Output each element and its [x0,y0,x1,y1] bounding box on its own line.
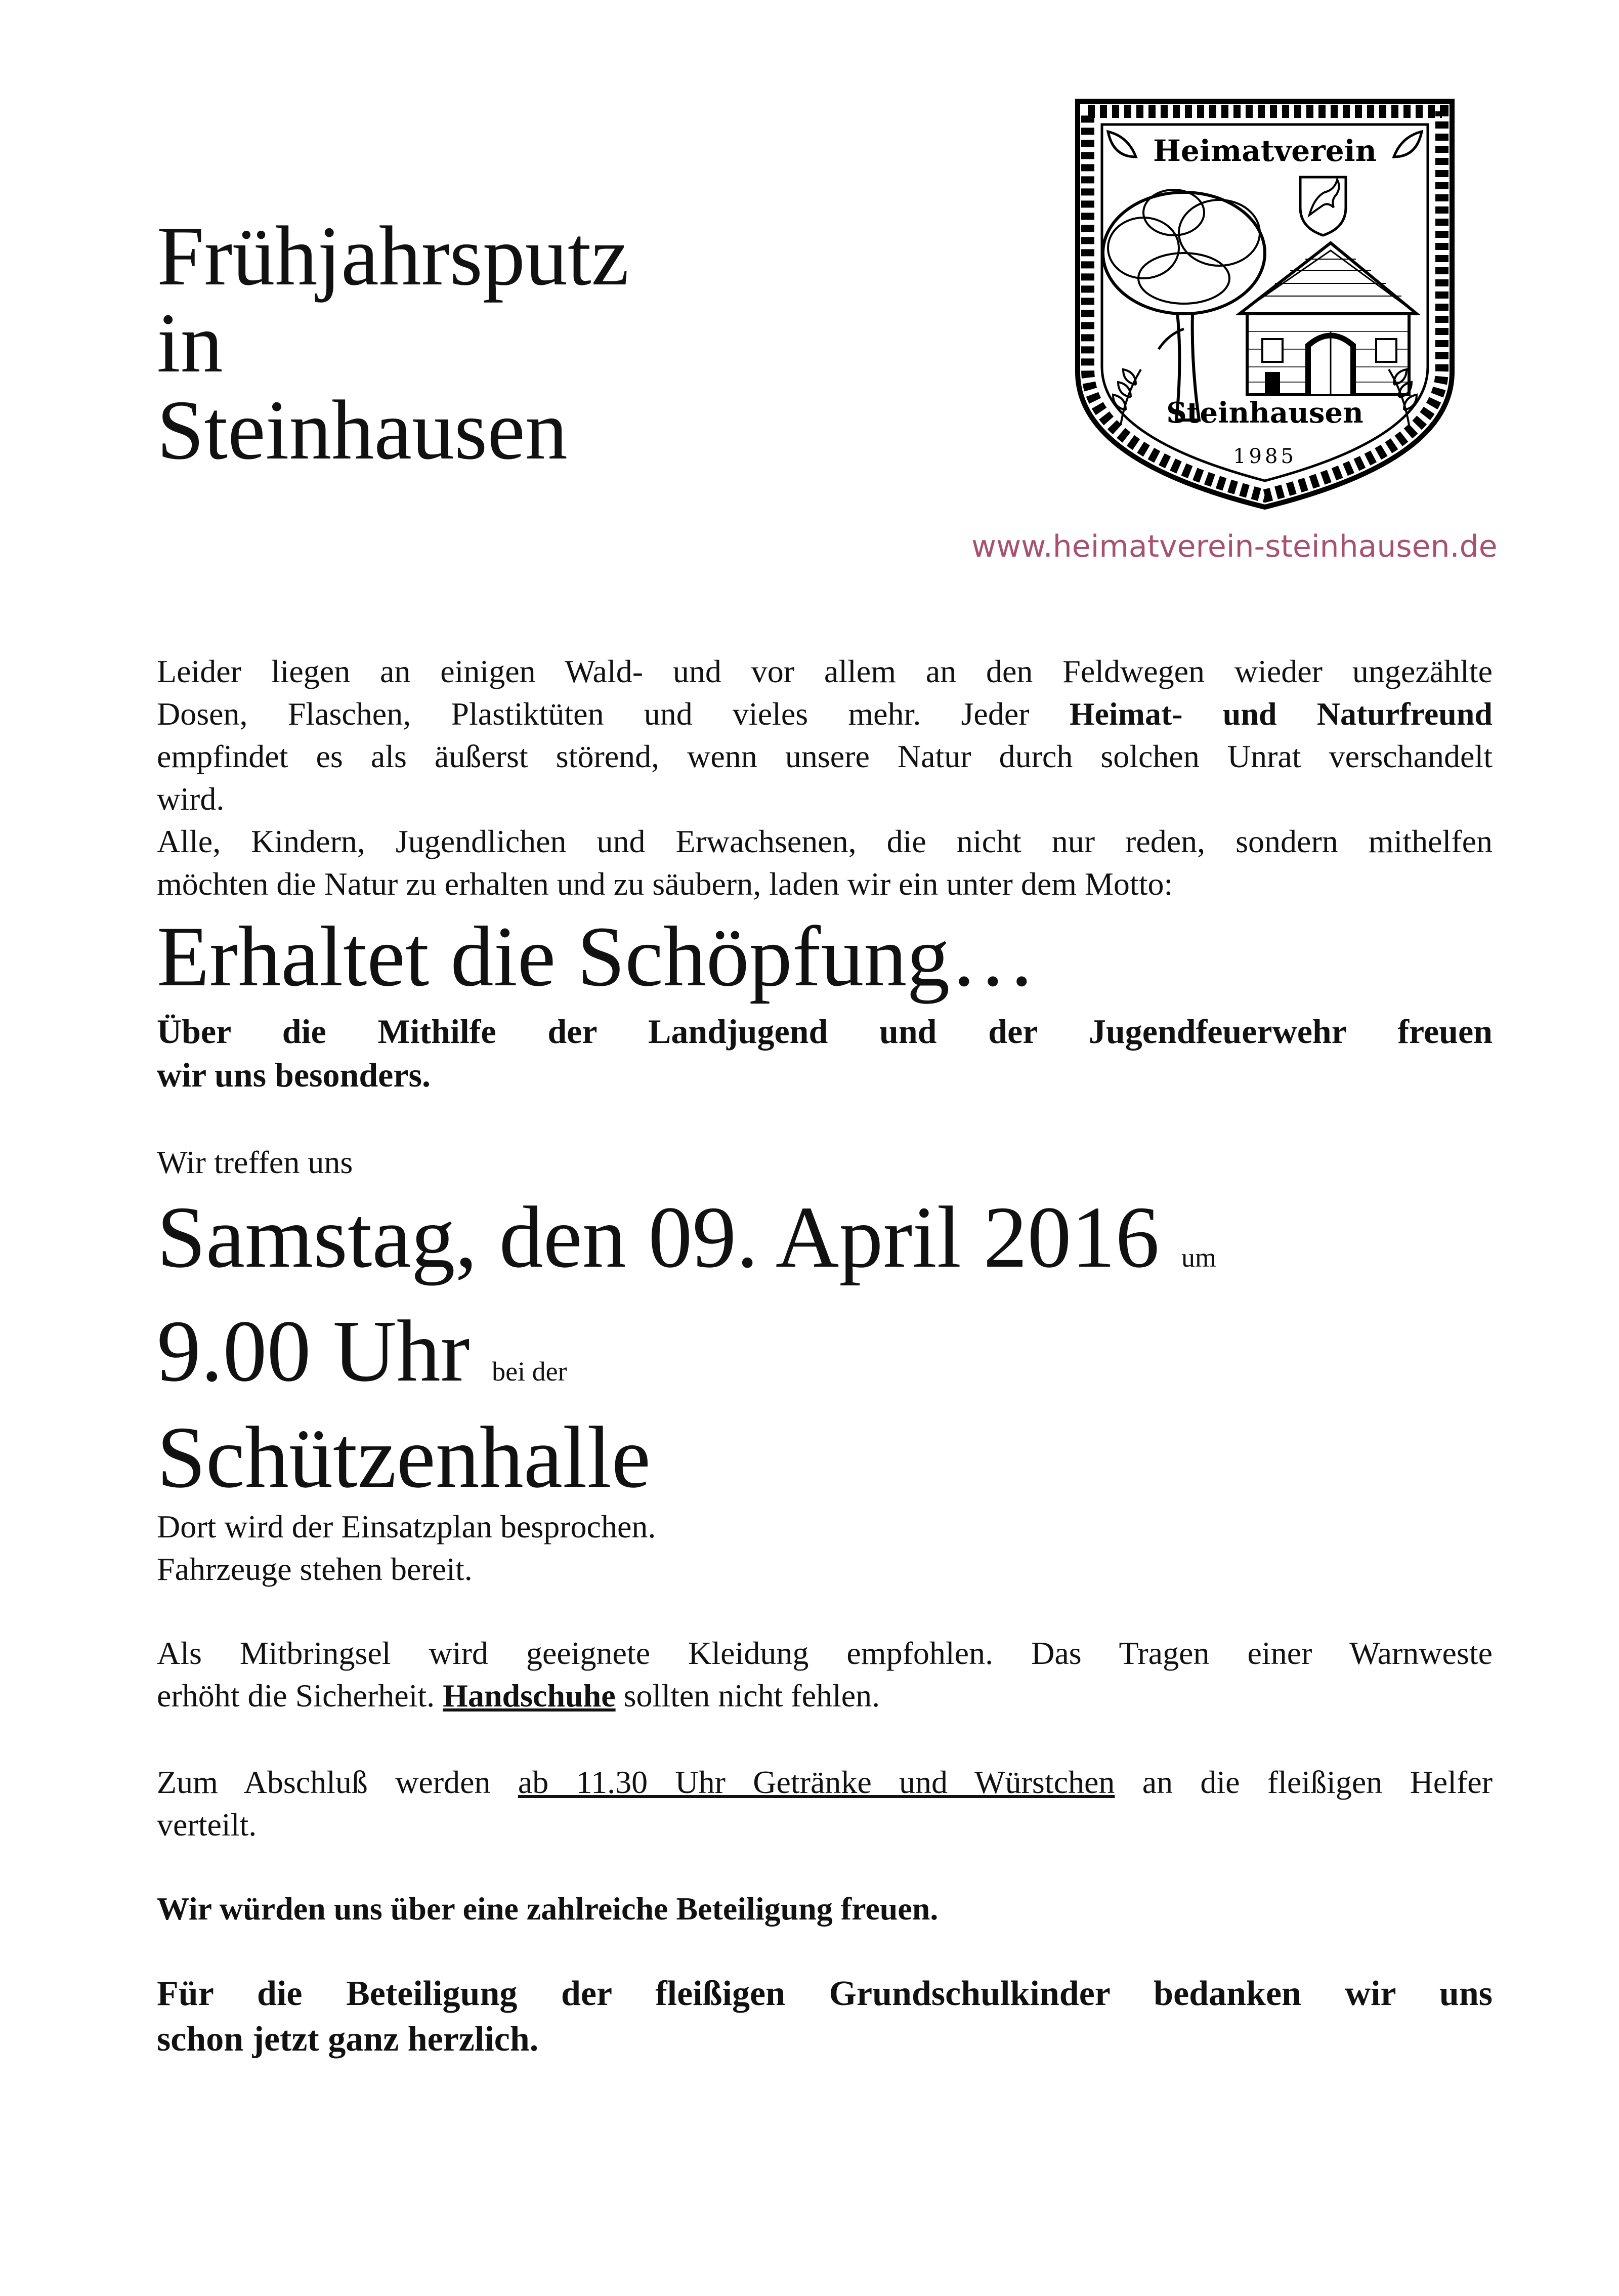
intro-line-1: Leider liegen an einigen Wald- und vor allem an den Feldwegen wieder ungezählte [157,653,1493,689]
clothing-paragraph [157,1632,1493,1717]
thanks-line-1: Für die Beteiligung der fleißigen Grundschulkinder bedanken wir uns [157,1974,1493,2013]
logo-bottom-text: Steinhausen [1166,396,1364,430]
handschuhe-emphasis: Handschuhe [443,1678,616,1714]
heimat-naturfreund-bold: Heimat- und Naturfreund [1069,696,1493,732]
support-line-2: wir uns besonders. [157,1056,431,1094]
logo-year: 1985 [1233,445,1297,468]
thanks-paragraph [157,1971,1493,2062]
event-place: Schützenhalle [157,1408,651,1506]
closing-line-1: Zum Abschluß werden ab 11.30 Uhr Getränke und Würstchen an die fleißigen Helfer [157,1764,1493,1800]
intro-line-2: Dosen, Flaschen, Plastiktüten und vieles mehr. Jeder Heimat- und Naturfreund [157,696,1493,732]
logo-emblem [1068,96,1462,511]
page-title [157,209,629,477]
plan-line-2: Fahrzeuge stehen bereit. [157,1551,473,1587]
title-line-2: in [157,296,223,390]
thanks-line-2: schon jetzt ganz herzlich. [157,2020,539,2059]
title-line-1: Frühjahrsputz [157,209,629,303]
website-link[interactable]: www.heimatverein-steinhausen.de [971,529,1498,564]
participation-note [157,1888,1493,1930]
horse-emblem-icon [1300,177,1346,235]
logo-top-text: Heimatverein [1153,134,1377,168]
motto-heading: Erhaltet die Schöpfung… [157,909,1036,1004]
meet-intro-text: Wir treffen uns [157,1144,353,1180]
plan-paragraph [157,1506,1493,1591]
heimatverein-logo [1068,96,1462,511]
refreshments-underlined: ab 11.30 Uhr Getränke und Würstchen [518,1764,1115,1800]
intro-line-3: empfindet es als äußerst störend, wenn unsere Natur durch solchen Unrat verschandelt [157,738,1493,774]
event-time-suffix: bei der [492,1356,567,1387]
event-date-suffix: um [1181,1242,1217,1273]
title-line-3: Steinhausen [157,383,568,477]
intro-line-5: Alle, Kindern, Jugendlichen und Erwachsenen, die nicht nur reden, sondern mithelfen [157,823,1493,859]
intro-line-4: wird. [157,781,225,817]
support-paragraph [157,1010,1493,1097]
participation-text: Wir würden uns über eine zahlreiche Beteiligung freuen. [157,1891,939,1927]
clothing-line-2: erhöht die Sicherheit. Handschuhe sollten nicht fehlen. [157,1678,880,1714]
event-date-text: Samstag, den 09. April 2016 [157,1188,1160,1286]
event-time-text: 9.00 Uhr [157,1302,470,1400]
support-line-1: Über die Mithilfe der Landjugend und der Jugendfeuerwehr freuen [157,1012,1493,1051]
closing-line-2: verteilt. [157,1807,257,1843]
clothing-line-1: Als Mitbringsel wird geeignete Kleidung empfohlen. Das Tragen einer Warnweste [157,1635,1493,1671]
intro-paragraph [157,650,1493,905]
meet-intro [157,1141,1493,1184]
event-time [157,1302,567,1417]
intro-line-6: möchten die Natur zu erhalten und zu säubern, laden wir ein unter dem Motto: [157,866,1173,902]
event-date [157,1188,1217,1303]
plan-line-1: Dort wird der Einsatzplan besprochen. [157,1509,656,1544]
closing-paragraph [157,1761,1493,1846]
